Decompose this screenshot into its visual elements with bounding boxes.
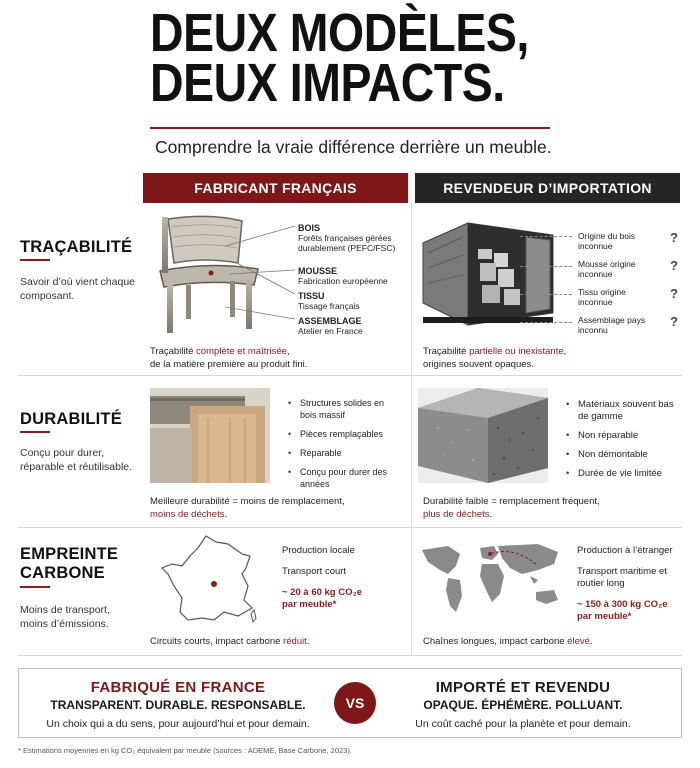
row-divider-2 bbox=[18, 527, 682, 528]
question-icon: ? bbox=[670, 286, 678, 301]
row-title-underline bbox=[20, 431, 50, 433]
list-item: • Durée de vie limitée bbox=[566, 468, 678, 480]
row-title-durabilite: DURABILITÉ bbox=[20, 410, 122, 428]
question-icon: ? bbox=[670, 230, 678, 245]
list-item: • Non réparable bbox=[566, 430, 678, 442]
label-bois: BOIS Forêts françaises gérées durablement (PEFC/FSC) bbox=[298, 223, 396, 253]
wood-frame-photo bbox=[150, 388, 270, 483]
main-title bbox=[150, 3, 570, 113]
summary-import-text: Un coût caché pour la planète et pour demain. bbox=[415, 718, 631, 730]
column-divider bbox=[411, 203, 412, 655]
question-icon: ? bbox=[670, 314, 678, 329]
column-header-french: FABRICANT FRANÇAIS bbox=[143, 173, 408, 203]
footnote: * Estimations moyennes en kg CO₂ équivalent par meuble (sources : ADEME, Base Carbone, 2023). bbox=[18, 746, 352, 755]
row-desc-carbone: Moins de transport, moins d’émissions. bbox=[20, 604, 110, 630]
caption-durabilite-fr: Meilleure durabilité = moins de remplacement, moins de déchets. bbox=[150, 496, 345, 520]
list-item: • Structures solides en bois massif bbox=[288, 397, 403, 421]
caption-tracabilite-import: Traçabilité partielle ou inexistante, origines souvent opaques. bbox=[423, 346, 567, 370]
column-header-import: REVENDEUR D’IMPORTATION bbox=[415, 173, 680, 203]
title-rule bbox=[150, 127, 550, 129]
pointer-line-3 bbox=[520, 294, 572, 295]
row-title-tracabilite: TRAÇABILITÉ bbox=[20, 238, 133, 256]
carbone-import-estimate: ~ 150 à 300 kg CO₂e par meuble* bbox=[577, 599, 668, 622]
durabilite-fr-bullets bbox=[288, 397, 403, 497]
import-label-mousse: Mousse origine inconnue ? bbox=[578, 258, 678, 279]
caption-carbone-fr: Circuits courts, impact carbone réduit. bbox=[150, 636, 310, 647]
caption-carbone-import: Chaînes longues, impact carbone élevé. bbox=[423, 636, 593, 647]
shipping-container-illustration bbox=[418, 213, 558, 328]
row-title-underline bbox=[20, 586, 50, 588]
list-item: • Pièces remplaçables bbox=[288, 428, 403, 440]
title-line-1: DEUX MODÈLES, bbox=[150, 3, 529, 63]
carbone-import-list bbox=[577, 545, 682, 632]
particle-board-photo bbox=[418, 388, 548, 483]
import-label-tissu: Tissu origine inconnue ? bbox=[578, 286, 678, 307]
summary-france-title: FABRIQUÉ EN FRANCE bbox=[90, 679, 266, 696]
label-assemblage: ASSEMBLAGE Atelier en France bbox=[298, 316, 363, 336]
pointer-line-4 bbox=[520, 322, 572, 323]
durabilite-import-bullets bbox=[566, 399, 678, 487]
row-title-carbone: EMPREINTE CARBONE bbox=[20, 545, 119, 582]
label-mousse: MOUSSE Fabrication européenne bbox=[298, 266, 388, 286]
summary-france bbox=[19, 669, 337, 737]
summary-france-text: Un choix qui a du sens, pour aujourd’hui et pour demain. bbox=[46, 718, 310, 730]
row-title-underline bbox=[20, 259, 50, 261]
list-item: Transport court bbox=[282, 566, 347, 577]
title-line-2: DEUX IMPACTS. bbox=[150, 53, 505, 113]
pointer-line-1 bbox=[520, 236, 572, 237]
list-item: • Réparable bbox=[288, 447, 403, 459]
list-item: Transport maritime et routier long bbox=[577, 566, 667, 589]
list-item: Production à l’étranger bbox=[577, 545, 673, 556]
caption-durabilite-import: Durabilité faible = remplacement fréquent, plus de déchets. bbox=[423, 496, 600, 520]
row-divider-3 bbox=[18, 655, 682, 656]
row-desc-tracabilite: Savoir d’où vient chaque composant. bbox=[20, 276, 135, 302]
france-map bbox=[158, 534, 258, 624]
import-label-assemblage: Assemblage pays inconnu ? bbox=[578, 314, 678, 335]
import-label-bois: Origine du bois inconnue ? bbox=[578, 230, 678, 251]
label-tissu: TISSU Tissage français bbox=[298, 291, 360, 311]
list-item: • Non démontable bbox=[566, 449, 678, 461]
vs-badge: VS bbox=[334, 682, 376, 724]
summary-import-subtitle: OPAQUE. ÉPHÉMÈRE. POLLUANT. bbox=[423, 698, 623, 712]
row-divider-1 bbox=[18, 375, 682, 376]
carbone-fr-list bbox=[282, 545, 402, 620]
pointer-line-2 bbox=[520, 266, 572, 267]
world-map bbox=[418, 540, 568, 622]
carbone-fr-estimate: ~ 20 à 60 kg CO₂e par meuble* bbox=[282, 587, 363, 610]
summary-france-subtitle: TRANSPARENT. DURABLE. RESPONSABLE. bbox=[50, 698, 306, 712]
caption-tracabilite-fr: Traçabilité complète et maîtrisée, de la matière première au produit fini. bbox=[150, 346, 308, 370]
summary-import bbox=[365, 669, 681, 737]
list-item: • Conçu pour durer des années bbox=[288, 466, 403, 490]
row-desc-durabilite: Conçu pour durer, réparable et réutilisable. bbox=[20, 447, 133, 473]
summary-import-title: IMPORTÉ ET REVENDU bbox=[435, 679, 611, 696]
list-item: • Matériaux souvent bas de gamme bbox=[566, 399, 678, 423]
list-item: Production locale bbox=[282, 545, 355, 556]
subtitle: Comprendre la vraie différence derrière un meuble. bbox=[155, 137, 552, 157]
chair-pointer-lines bbox=[225, 222, 297, 332]
question-icon: ? bbox=[670, 258, 678, 273]
